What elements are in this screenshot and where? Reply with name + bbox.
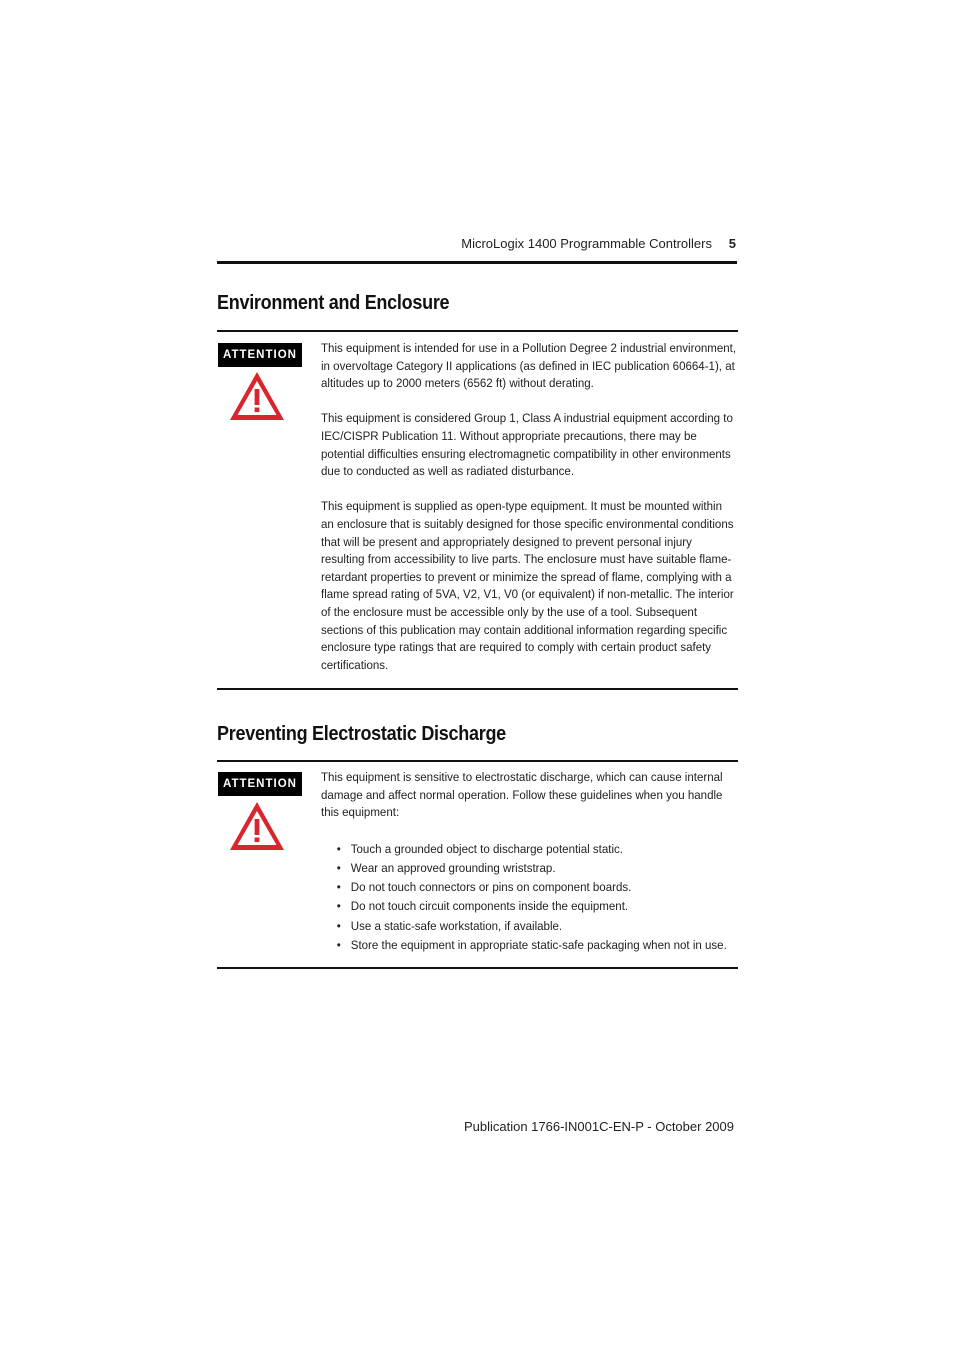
running-header bbox=[217, 236, 736, 251]
paragraph: This equipment is intended for use in a Pollution Degree 2 industrial environment, in overvoltage Category II applications (as defined in IEC publication 60664-1), at altitudes up to 2000 meters (6562 ft) without derating. bbox=[321, 341, 737, 391]
bullet-icon: • bbox=[336, 937, 341, 952]
list-item: • Touch a grounded object to discharge potential static. bbox=[321, 840, 737, 859]
attention-text-environment bbox=[321, 340, 737, 674]
paragraph: This equipment is supplied as open-type equipment. It must be mounted within an enclosure that is suitably designed for those specific environmental conditions that will be present and appropriately designed to prevent personal injury resulting from accessibility to live parts. The enclosure must have suitable flame-retardant properties to prevent or minimize the spread of flame, complying with a flame spread rating of 5VA, V2, V1, V0 (or equivalent) if non-metallic. The interior of the enclosure must be accessible only by the use of a tool. Subsequent sections of this publication may contain additional information regarding specific enclosure type ratings that are required to comply with certain product safety certifications. bbox=[321, 499, 734, 672]
list-item: • Use a static-safe workstation, if available. bbox=[321, 917, 737, 936]
bullet-icon: • bbox=[336, 841, 341, 856]
bullet-icon: • bbox=[336, 880, 341, 895]
section-bottom-rule bbox=[217, 688, 738, 690]
list-item: • Do not touch circuit components inside the equipment. bbox=[321, 897, 737, 916]
page-number: 5 bbox=[728, 236, 736, 251]
paragraph: This equipment is sensitive to electrostatic discharge, which can cause internal damage and affect normal operation. Follow these guidelines when you handle this equipment: bbox=[321, 770, 723, 820]
section-top-rule bbox=[217, 330, 738, 332]
section-bottom-rule bbox=[217, 967, 738, 969]
attention-badge: ATTENTION bbox=[218, 772, 302, 796]
section-top-rule bbox=[217, 760, 738, 762]
list-item: • Do not touch connectors or pins on component boards. bbox=[321, 878, 737, 897]
warning-triangle-icon bbox=[228, 800, 286, 852]
list-item: • Wear an approved grounding wriststrap. bbox=[321, 859, 737, 878]
paragraph: This equipment is considered Group 1, Class A industrial equipment according to IEC/CISPR Publication 11. Without appropriate precautions, there may be potential difficulties ensuring electromagnetic compatibility in other environments due to conducted as well as radiated disturbance. bbox=[321, 411, 733, 479]
section-title-esd: Preventing Electrostatic Discharge bbox=[217, 723, 506, 745]
publication-footer: Publication 1766-IN001C-EN-P - October 2009 bbox=[463, 1119, 734, 1134]
guideline-list bbox=[321, 840, 737, 955]
bullet-icon: • bbox=[336, 860, 341, 875]
header-title: MicroLogix 1400 Programmable Controllers bbox=[461, 236, 712, 251]
bullet-icon: • bbox=[336, 918, 341, 933]
header-rule bbox=[217, 261, 737, 264]
attention-badge: ATTENTION bbox=[218, 343, 302, 367]
bullet-icon: • bbox=[336, 899, 341, 914]
attention-text-esd bbox=[321, 769, 737, 955]
section-title-environment: Environment and Enclosure bbox=[217, 292, 450, 314]
warning-triangle-icon bbox=[228, 370, 286, 422]
list-item: • Store the equipment in appropriate static-safe packaging when not in use. bbox=[321, 936, 737, 955]
